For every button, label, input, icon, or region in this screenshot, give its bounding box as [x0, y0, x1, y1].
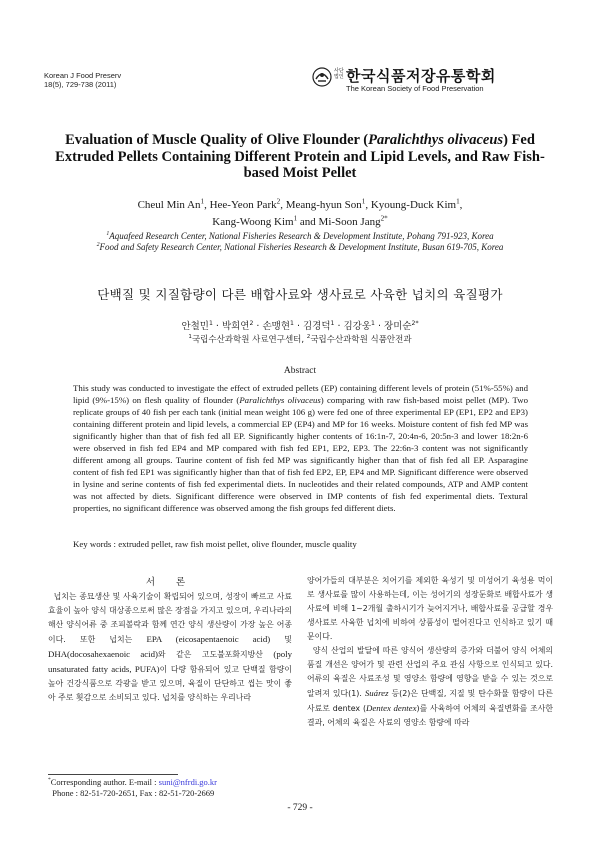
author-name: Kyoung-Duck Kim [370, 199, 457, 211]
affiliation-1: $^1$Aquafeed Research Center, National Fisheries Research & Development Institute, Pohang 791-923, Korea [106, 231, 494, 241]
author-sup: 2* [380, 214, 388, 223]
body-paragraph: 넙치는 종묘생산 및 사육기술이 확립되어 있으며, 성장이 빠르고 사료효율이 높아 양식 대상종으로써 많은 장점을 가지고 있으며, 우리나라의 해산 양식어류 중 조피볼락과 함께 연간 양식 생산량이 가장 높은 어종이다. 또한 넙치는 EPA (eicosapentaenoic acid) 및 DHA(docosahexaenoic acid)와 같은 고도불포화지방산 (poly unsaturated fatty acids, PUFA)이 다량 함유되어 있고 단백질 함량이 높아 건강식품으로 각광을 받고 있으며, 육질이 단단하고 씹는 맛이 좋아 주로 횟감으로 소비되고 있다. 넙치를 양식하는 우리나라 [48, 592, 292, 703]
email-link[interactable]: suni@nfrdi.go.kr [158, 777, 218, 787]
korean-affiliations: $^1$국립수산과학원 사료연구센터, $^2$국립수산과학원 식품안전과 [188, 334, 412, 345]
society-name-en: The Korean Society of Food Preservation [346, 84, 484, 93]
korean-title: 단백질 및 지질함량이 다른 배합사료와 생사료로 사육한 넙치의 육질평가 [97, 287, 503, 302]
author-sup: 1 [293, 214, 298, 223]
title-part1: Evaluation of Muscle Quality of Olive Flounder ( [65, 132, 369, 148]
affiliations [40, 231, 560, 253]
body-paragraph: 양어가들의 대부분은 치어기를 제외한 육성기 및 미성어기 육성용 먹이로 생사료를 많이 사용하는데, 이는 성어기의 성장둔화로 배합사료가 생사료에 비해 1~2개월 출하시기가 늦어지거나, 배합사료를 공급할 경우 생사료로 사육한 넙치에 비하여 상품성이 떨어진다고 인식하고 있기 때문이다. [307, 576, 553, 642]
journal-volume: 18(5), 729-738 (2011) [44, 80, 117, 89]
society-header [312, 65, 562, 95]
abstract-text: This study was conducted to investigate the effect of extruded pellets (EP) containing different levels of protein (51%-55%) and lipid (9%-15%) on flesh quality of flounder (Paralichthys olivaceus) comparing with raw fish-based moist pellet (MP). Two replicate groups of 40 fish per each tank (initial mean weight 106 g) were fed one of three experimental EP (EP1, EP2 and EP3) containing different protein and lipid levels, a commercial EP (EP4) and MP for 16 weeks. Moisture content of fish fed MP was significantly higher than that of fish fed all EP. Significantly higher contents of 16:1n-7, 20:4n-6, 20:5n-3 and lower 18:2n-6 were observed in fish fed EP4 and MP compared with fish fed EP1, EP2, EP3. The 22:6n-3 content was not significantly different among all groups. Taurine content of fish fed MP was significantly higher than that of fish fed all EP. Asparagine content of fish fed EP1 was significantly higher than that of fish fed EP2, EP, EP4 and MP. Significant difference were observed in lysine and serine contents of fish fed experimental diets. In nucleotides and their related compounds, ATP and AMP content was not affected by diets. Significant difference were observed in IMP contents of fish fed experimental diets. Textural properties, no significant difference was observed among the fish groups fed different diets. [73, 383, 528, 514]
author-sup: 1 [200, 197, 205, 206]
abstract-heading: Abstract [283, 366, 317, 376]
author-line-2 [40, 214, 560, 231]
body-right-column [307, 574, 553, 731]
author-and: and [297, 216, 319, 228]
author-name: Mi-Soon Jang [318, 216, 381, 228]
affiliation-2: $^2$Food and Safety Research Center, National Fisheries Research & Development Institute, Busan 619-705, Korea [96, 242, 504, 252]
keywords-text: extruded pellet, raw fish moist pellet, olive flounder, muscle quality [118, 539, 357, 549]
society-logo-icon [312, 67, 332, 87]
author-name: Cheul Min An [137, 199, 201, 211]
author-list [40, 197, 560, 231]
author-name: Hee-Yeon Park [209, 199, 277, 211]
journal-citation [44, 71, 121, 89]
body-left-column [48, 590, 292, 705]
section-title-introduction: 서 론 [145, 577, 195, 588]
author-sup: 1 [456, 197, 460, 206]
page-number: - 729 - [287, 803, 313, 813]
korean-author-list: 안철민$^1$ · 박희연$^2$ · 손맹현$^1$ · 김경덕$^1$ · 김강웅$^1$ · 장미순$^{2*}$ [181, 319, 419, 332]
journal-name: Korean J Food Preserv [44, 71, 122, 80]
corresponding-author-footnote: *Corresponding author. E-mail : suni@nfrdi.go.kr Phone : 82-51-720-2651, Fax : 82-51-720-2669 [48, 777, 218, 798]
keywords-label: Key words : [73, 539, 119, 549]
body-paragraph: 양식 산업의 발달에 따른 양식어 생산량의 증가와 더불어 양식 어체의 품질 개선은 양어가 및 관련 산업의 주요 관심 사항으로 인식되고 있다. 어류의 육질은 사료조성 및 영양소 함량에 영향을 받을 수 있는 것으로 알려져 있다(1). Suárez 등(2)은 단백질, 지질 및 탄수화물 함량이 다른 사료로 dentex (Dentex dentex)를 사육하여 어체의 육질변화를 조사한 결과, 어체의 육질은 사료의 영양소 함량에 따라 [307, 646, 554, 728]
author-name: Kang-Woong Kim [212, 216, 294, 228]
author-sup: 1 [361, 197, 366, 206]
society-tag: 사단법인 [334, 68, 344, 80]
title-part2: ) Fed Extruded Pellets Containing Different Protein and Lipid Levels, and Raw Fish-based Moist Pellet [55, 132, 545, 181]
society-name-ko: 한국식품저장유통학회 [346, 67, 496, 85]
keywords [73, 539, 528, 549]
title-species: Paralichthys olivaceus [368, 132, 504, 148]
footnote-divider [48, 774, 178, 775]
author-sup: 2 [276, 197, 281, 206]
author-line-1: Cheul Min An$^1$, Hee-Yeon Park$^2$, Meang-hyun Son$^1$, Kyoung-Duck Kim$^1$, [137, 197, 463, 211]
phone-fax: Phone : 82-51-720-2651, Fax : 82-51-720-2669 [52, 788, 215, 798]
author-name: Meang-hyun Son [285, 199, 362, 211]
paper-title [40, 132, 560, 182]
